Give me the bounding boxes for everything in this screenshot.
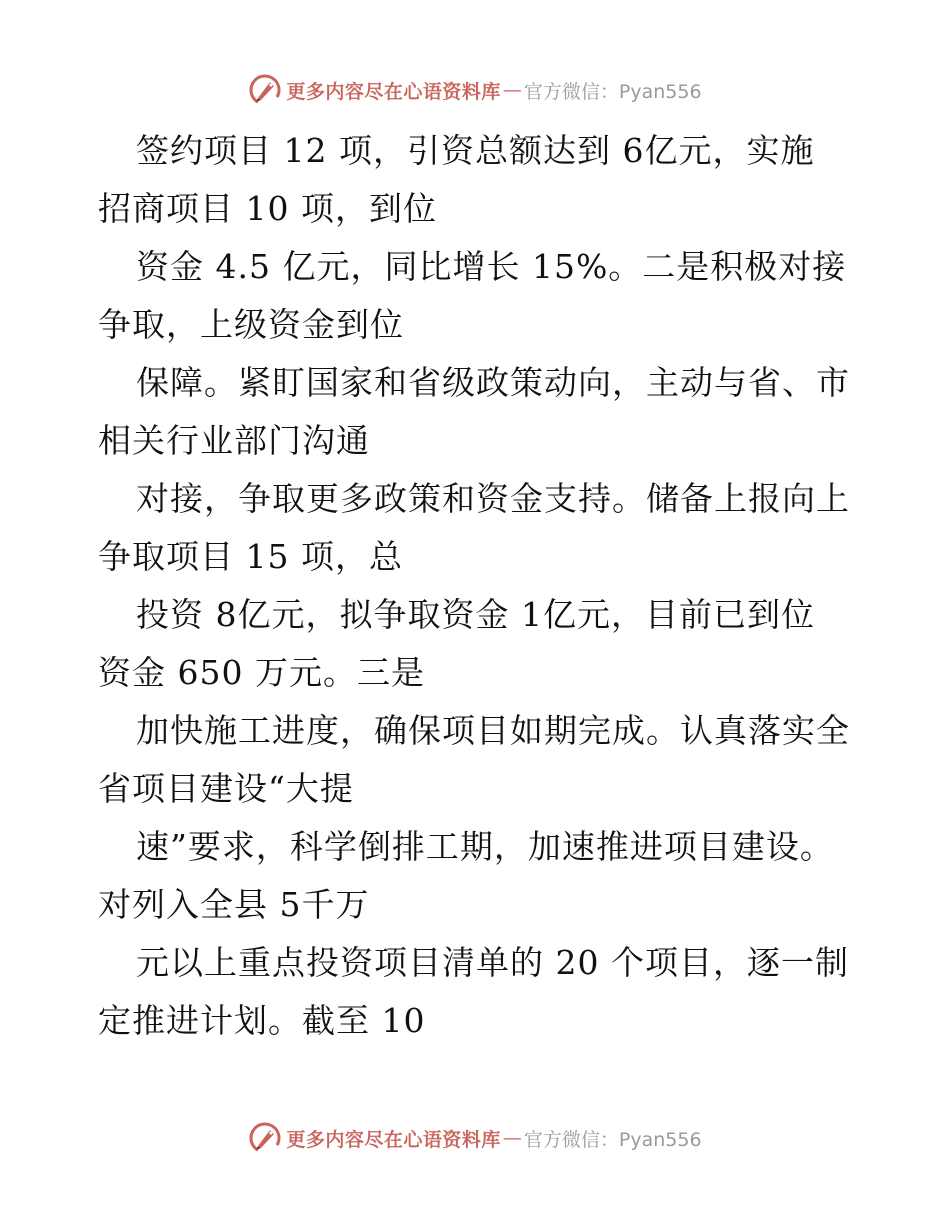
text-line: 省项目建设“大提 [98, 769, 354, 808]
text-line: 元以上重点投资项目清单的 20 个项目，逐一制 [136, 943, 849, 982]
banner-text-primary: 更多内容尽在心语资料库 [286, 80, 501, 103]
text-line: 投资 8亿元，拟争取资金 1亿元，目前已到位 [136, 595, 815, 634]
text-line: 相关行业部门沟通 [98, 421, 370, 460]
text-line: 对列入全县 5千万 [98, 885, 370, 924]
text-line: 保障。紧盯国家和省级政策动向，主动与省、市 [136, 363, 850, 402]
text-line: 资金 4.5 亿元，同比增长 15%。二是积极对接 [136, 247, 847, 286]
text-line: 争取，上级资金到位 [98, 305, 404, 344]
banner-text-primary: 更多内容尽在心语资料库 [286, 1128, 501, 1151]
text-line: 加快施工进度，确保项目如期完成。认真落实全 [136, 711, 850, 750]
banner-dash: — [502, 79, 522, 101]
pen-nib-logo-icon [248, 1121, 282, 1155]
text-line: 速”要求，科学倒排工期，加速推进项目建设。 [136, 827, 834, 866]
pen-nib-logo-icon [248, 73, 282, 107]
text-line: 对接，争取更多政策和资金支持。储备上报向上 [136, 479, 850, 518]
document-body [98, 122, 858, 1050]
banner-text-secondary: 官方微信：Pyan556 [523, 80, 702, 103]
text-line: 定推进计划。截至 10 [98, 1001, 426, 1040]
footer-banner [0, 1118, 950, 1158]
text-line: 招商项目 10 项，到位 [98, 189, 437, 228]
text-line: 签约项目 12 项，引资总额达到 6亿元，实施 [136, 131, 815, 170]
header-banner [0, 70, 950, 110]
banner-text-secondary: 官方微信：Pyan556 [523, 1128, 702, 1151]
text-line: 资金 650 万元。三是 [98, 653, 425, 692]
banner-dash: — [502, 1127, 522, 1149]
text-line: 争取项目 15 项，总 [98, 537, 403, 576]
